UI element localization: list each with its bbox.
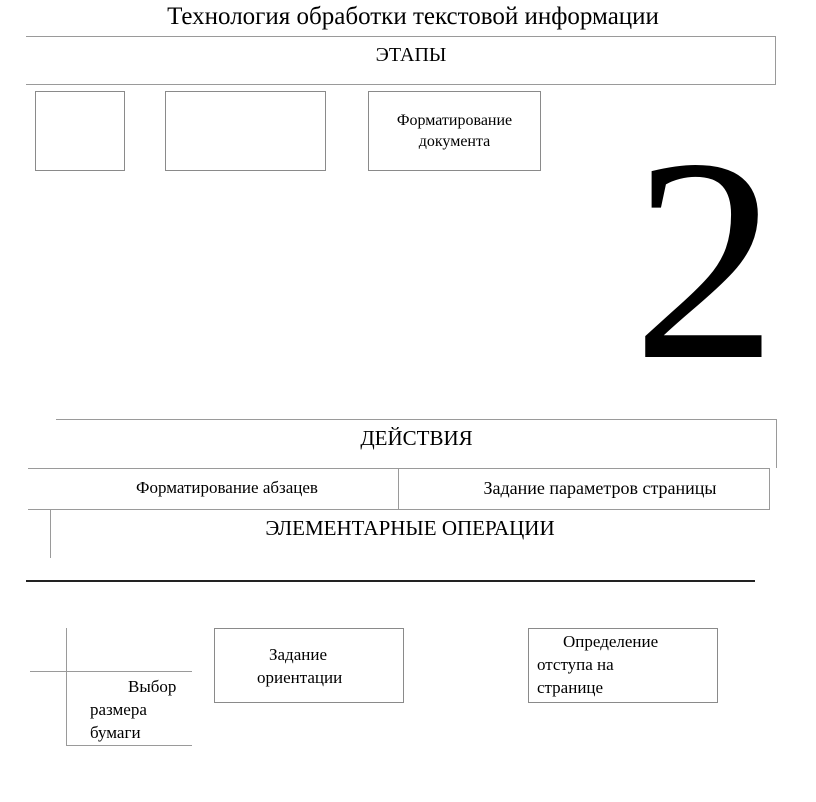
stage-box-formatting-line2: документа	[418, 133, 491, 150]
operations-header: ЭЛЕМЕНТАРНЫЕ ОПЕРАЦИИ	[265, 516, 555, 540]
operation-indent-line1: Определение	[563, 632, 659, 651]
stage-number: 2	[632, 99, 778, 420]
stage-box-formatting-line1: Форматирование	[396, 112, 513, 129]
operation-orientation-line1: Задание	[269, 645, 327, 664]
operation-indent-line2: отступа на	[537, 655, 614, 674]
page-title: Технология обработки текстовой информации	[167, 3, 659, 30]
stages-header: ЭТАПЫ	[375, 44, 447, 66]
operation-paper-size-line1: Выбор	[128, 677, 177, 696]
operation-indent-line3: странице	[537, 678, 604, 697]
action-paragraph-formatting: Форматирование абзацев	[136, 478, 318, 497]
operation-indent	[528, 628, 718, 703]
paper-size-hline-top	[30, 671, 192, 672]
stage-box-empty-1	[35, 91, 125, 171]
operation-paper-size-line3: бумаги	[90, 723, 141, 742]
operation-orientation	[214, 628, 404, 703]
operation-paper-size	[90, 675, 190, 744]
stage-box-formatting	[368, 91, 541, 171]
actions-header: ДЕЙСТВИЯ	[360, 426, 473, 450]
stage-box-empty-2	[165, 91, 326, 171]
action-page-setup: Задание параметров страницы	[483, 478, 717, 498]
operation-orientation-line2: ориентации	[257, 668, 343, 687]
operation-paper-size-line2: размера	[90, 700, 147, 719]
paper-size-vline	[66, 628, 67, 746]
operations-divider	[26, 580, 755, 582]
paper-size-hline-bottom	[66, 745, 192, 746]
